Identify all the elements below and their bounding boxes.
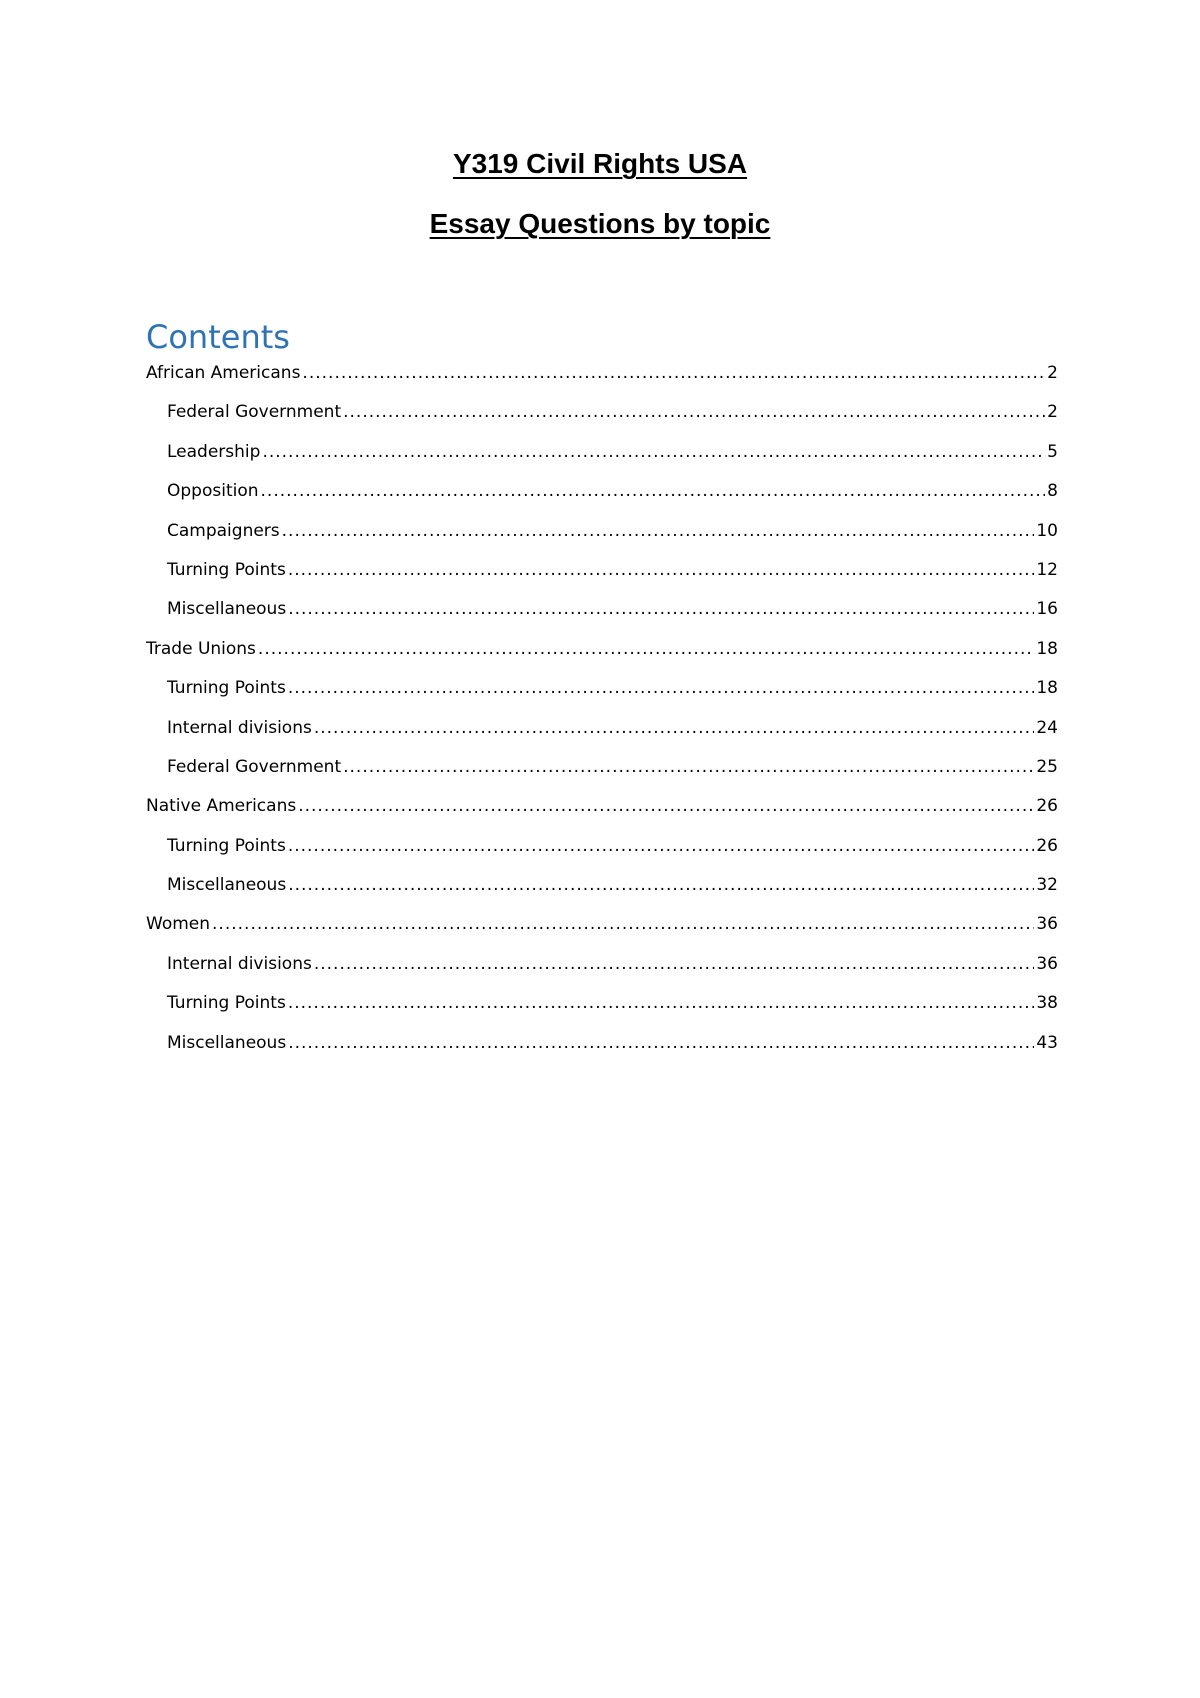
document-subtitle: Essay Questions by topic [429,208,771,239]
toc-leader-dots [288,874,1034,896]
toc-entry[interactable] [146,835,1058,874]
toc-leader-dots [258,638,1034,660]
toc-entry-page-number[interactable]: 26 [1036,835,1058,856]
toc-entry-page-number[interactable]: 24 [1036,717,1058,738]
toc-entry[interactable] [146,795,1058,834]
toc-leader-dots [298,795,1034,817]
toc-entry[interactable] [146,756,1058,795]
toc-entry-label[interactable]: Turning Points [167,835,286,856]
toc-leader-dots [288,835,1035,857]
toc-entry-page-number[interactable]: 12 [1036,559,1058,580]
table-of-contents [146,362,1058,1071]
toc-entry-page-number[interactable]: 18 [1036,678,1058,699]
toc-entry-label[interactable]: Federal Government [167,402,342,423]
toc-entry-page-number[interactable]: 43 [1036,1032,1058,1053]
toc-entry-page-number[interactable]: 10 [1036,520,1058,541]
toc-entry[interactable] [146,953,1058,992]
toc-entry[interactable] [146,520,1058,559]
toc-entry-page-number[interactable]: 36 [1036,914,1058,935]
toc-entry[interactable] [146,913,1058,952]
toc-entry-page-number[interactable]: 8 [1047,481,1058,502]
toc-entry-label[interactable]: Turning Points [167,559,286,580]
toc-leader-dots [302,362,1045,384]
toc-entry-label[interactable]: Trade Unions [146,638,256,659]
toc-entry-page-number[interactable]: 38 [1036,993,1058,1014]
toc-leader-dots [343,401,1045,423]
toc-leader-dots [288,598,1034,620]
toc-entry-label[interactable]: Native Americans [146,796,297,817]
toc-entry-page-number[interactable]: 18 [1036,638,1058,659]
toc-entry-page-number[interactable]: 36 [1036,953,1058,974]
toc-leader-dots [288,1032,1034,1054]
toc-leader-dots [314,953,1035,975]
document-title: Y319 Civil Rights USA [452,148,748,179]
toc-entry-page-number[interactable]: 2 [1047,363,1058,383]
toc-entry-label[interactable]: Miscellaneous [167,875,287,896]
toc-entry[interactable] [146,480,1058,519]
toc-entry-label[interactable]: Federal Government [167,756,342,777]
toc-entry[interactable] [146,362,1058,401]
toc-entry-page-number[interactable]: 5 [1047,441,1058,462]
toc-entry[interactable] [146,677,1058,716]
toc-entry[interactable] [146,638,1058,677]
toc-entry-label[interactable]: Miscellaneous [167,599,287,620]
toc-entry-label[interactable]: Internal divisions [167,717,312,738]
toc-entry-label[interactable]: Turning Points [167,993,286,1014]
toc-leader-dots [288,559,1035,581]
toc-entry[interactable] [146,874,1058,913]
toc-leader-dots [262,441,1045,463]
toc-entry-label[interactable]: Leadership [167,441,261,462]
toc-entry[interactable] [146,598,1058,637]
toc-entry-page-number[interactable]: 26 [1036,796,1058,817]
toc-entry[interactable] [146,559,1058,598]
toc-entry[interactable] [146,992,1058,1031]
toc-leader-dots [212,913,1034,935]
toc-entry[interactable] [146,1032,1058,1071]
toc-entry-label[interactable]: Miscellaneous [167,1032,287,1053]
toc-entry-label[interactable]: African Americans [146,363,301,383]
toc-entry[interactable] [146,717,1058,756]
toc-entry[interactable] [146,441,1058,480]
toc-entry-label[interactable]: Campaigners [167,520,280,541]
toc-leader-dots [343,756,1034,778]
toc-entry-label[interactable]: Women [146,914,211,935]
toc-entry-label[interactable]: Turning Points [167,678,286,699]
toc-leader-dots [261,480,1046,502]
toc-entry-page-number[interactable]: 32 [1036,875,1058,896]
contents-heading: Contents [146,318,290,356]
toc-leader-dots [288,677,1035,699]
toc-entry-page-number[interactable]: 2 [1047,402,1058,423]
toc-entry-label[interactable]: Internal divisions [167,953,312,974]
toc-entry-label[interactable]: Opposition [167,481,259,502]
toc-leader-dots [288,992,1035,1014]
toc-leader-dots [314,717,1035,739]
toc-entry-page-number[interactable]: 16 [1036,599,1058,620]
toc-entry[interactable] [146,401,1058,440]
toc-entry-page-number[interactable]: 25 [1036,756,1058,777]
toc-leader-dots [282,520,1035,542]
